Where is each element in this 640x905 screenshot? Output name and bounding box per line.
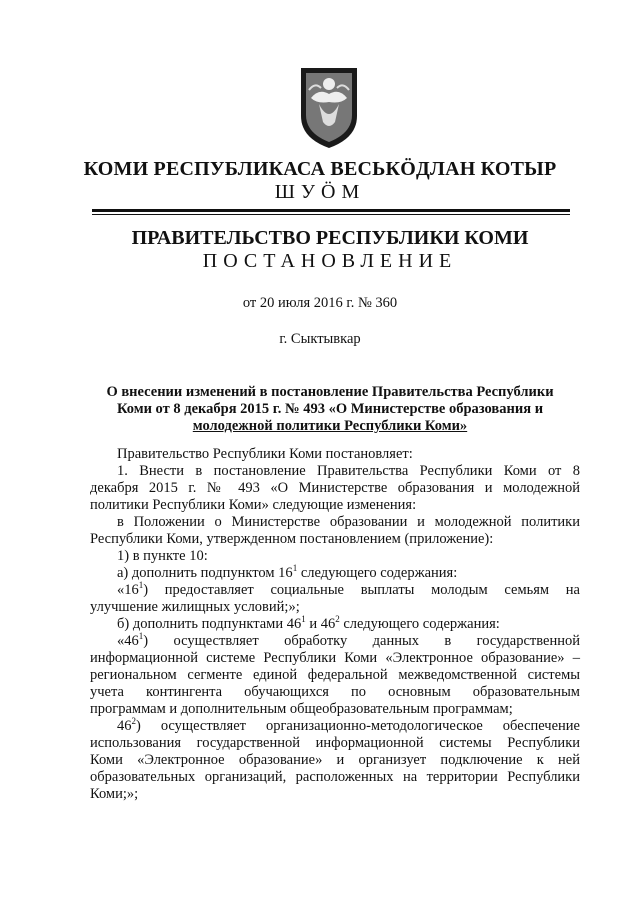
paragraph-line: информационной системе Республики Коми «Электронное образование» – [90,650,580,666]
paragraph-line: декабря 2015 г. № 493 «О Министерстве образования и молодежной [90,480,580,496]
paragraph-line: «$46^1$) осуществляет обработку данных в государственной [117,631,580,649]
document-type: ПОСТАНОВЛЕНИЕ [202,250,458,272]
paragraph-line: в Положении о Министерстве образовании и молодежной политики [117,514,580,530]
paragraph-line: 1) в пункте 10: [117,548,208,564]
paragraph-line: $46^2$) осуществляет организационно-методологическое обеспечение [117,716,580,734]
paragraph-line: Коми;»; [90,786,139,802]
komi-coat-of-arms-icon [297,64,361,150]
paragraph-line: использования государственной информационной системы Республики [90,735,580,751]
document-subject [100,384,560,435]
paragraph-line: Коми «Электронное образование» и организует подключение к ней [90,752,580,768]
subject-line: молодежной политики Республики Коми» [192,418,468,434]
paragraph-line: б) дополнить подпунктами $46^1$ и $46^2$ следующего содержания: [117,614,500,632]
document-city: г. Сыктывкар [279,331,361,347]
government-title: ПРАВИТЕЛЬСТВО РЕСПУБЛИКИ КОМИ [131,227,529,249]
paragraph-line: политики Республики Коми» следующие изменения: [90,497,417,513]
subject-line: Коми от 8 декабря 2015 г. № 493 «О Министерстве образования и [116,401,544,417]
paragraph-line: региональном сегменте единой федеральной межведомственной системы [90,667,580,683]
subject-line: О внесении изменений в постановление Правительства Республики [106,384,554,400]
paragraph-line: учета контингента обучающихся по основным образовательным [90,684,580,700]
paragraph-line: 1. Внести в постановление Правительства Республики Коми от 8 [117,463,580,479]
document-body [90,446,580,803]
komi-government-title: КОМИ РЕСПУБЛИКАСА ВЕСЬКÖДЛАН КОТЫР [83,158,557,180]
document-date: от 20 июля 2016 г. № 360 [242,295,398,311]
intro-paragraph: Правительство Республики Коми постановляет: [117,446,413,462]
paragraph-line: «$16^1$) предоставляет социальные выплаты молодым семьям на [117,580,580,598]
header-divider-thick [92,209,570,212]
header-divider-thin [92,214,570,215]
komi-document-type: ШУÖМ [274,181,366,203]
paragraph-line: Республики Коми, утвержденном постановлением (приложение): [90,531,494,547]
paragraph-line: улучшение жилищных условий;»; [90,599,300,615]
paragraph-line: программам и дополнительным общеобразовательным программам; [90,701,513,717]
paragraph-line: образовательных организаций, расположенных на территории Республики [90,769,580,785]
paragraph-line: а) дополнить подпунктом $16^1$ следующего содержания: [117,563,458,581]
